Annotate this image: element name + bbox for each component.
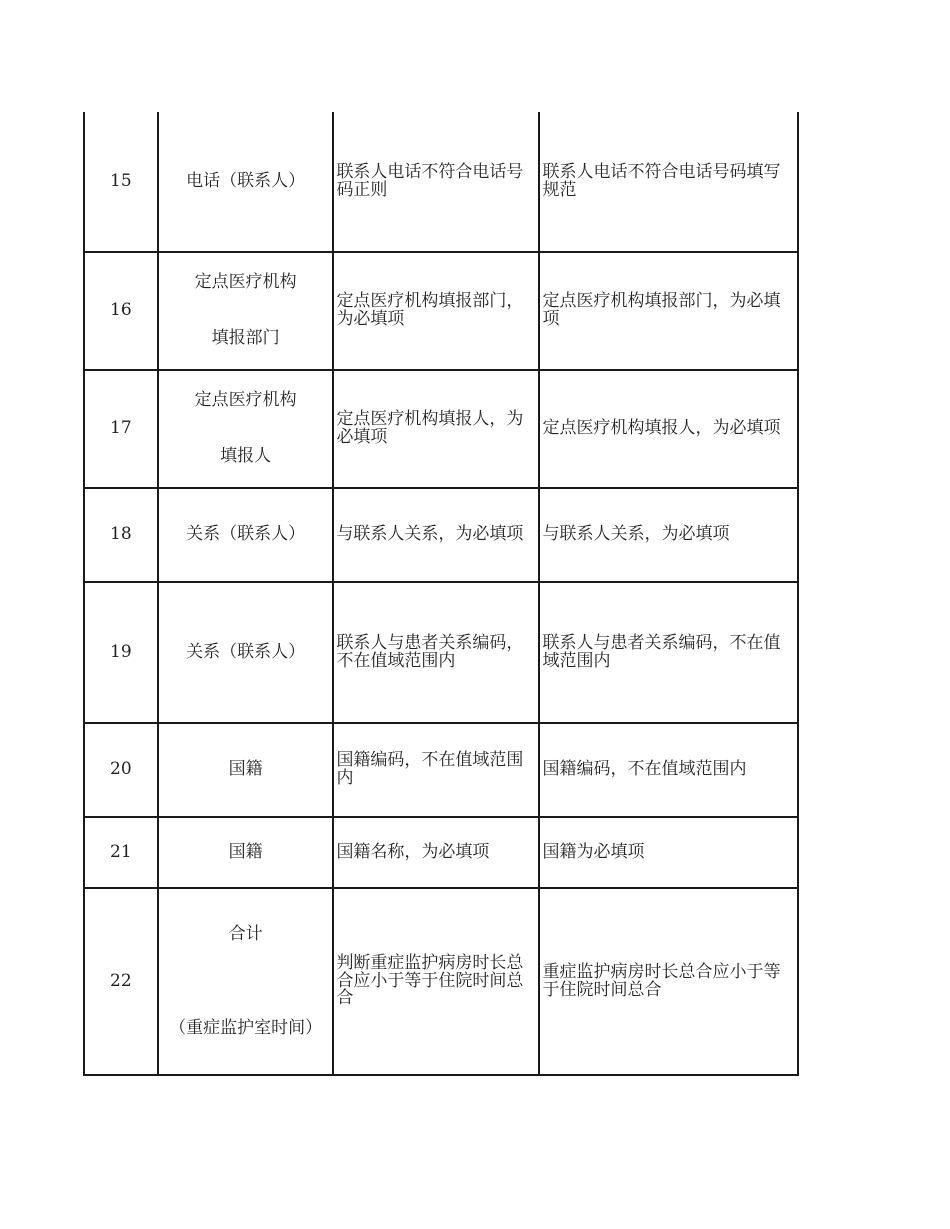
rule-description: 与联系人关系，为必填项 bbox=[333, 488, 539, 582]
row-number: 15 bbox=[84, 112, 158, 252]
rule-description: 定点医疗机构填报部门，为必填项 bbox=[333, 252, 539, 370]
error-message: 联系人电话不符合电话号码填写规范 bbox=[539, 112, 798, 252]
row-number: 19 bbox=[84, 582, 158, 723]
rule-description: 国籍编码，不在值域范围内 bbox=[333, 723, 539, 817]
row-number: 18 bbox=[84, 488, 158, 582]
field-name bbox=[158, 888, 334, 1075]
error-message: 国籍编码，不在值域范围内 bbox=[539, 723, 798, 817]
field-name-line: 关系（联系人） bbox=[186, 641, 306, 662]
error-message: 重症监护病房时长总合应小于等于住院时间总合 bbox=[539, 888, 798, 1075]
rule-description: 国籍名称，为必填项 bbox=[333, 817, 539, 888]
rule-description: 定点医疗机构填报人，为必填项 bbox=[333, 370, 539, 488]
field-name bbox=[158, 723, 334, 817]
validation-rules-table bbox=[83, 112, 799, 1076]
field-name bbox=[158, 488, 334, 582]
table-row bbox=[84, 370, 798, 488]
field-name-line: 定点医疗机构 bbox=[194, 272, 297, 293]
error-message: 联系人与患者关系编码，不在值域范围内 bbox=[539, 582, 798, 723]
field-name-line: 填报部门 bbox=[211, 328, 280, 348]
field-name-line: 合计 bbox=[228, 923, 263, 944]
table-row bbox=[84, 112, 798, 252]
field-name-line: 关系（联系人） bbox=[186, 524, 306, 545]
row-number: 16 bbox=[84, 252, 158, 370]
rule-description: 联系人电话不符合电话号码正则 bbox=[333, 112, 539, 252]
error-message: 国籍为必填项 bbox=[539, 817, 798, 888]
table-row bbox=[84, 888, 798, 1075]
error-message: 与联系人关系，为必填项 bbox=[539, 488, 798, 582]
table-row bbox=[84, 723, 798, 817]
table-row bbox=[84, 252, 798, 370]
field-name-line: 国籍 bbox=[228, 759, 263, 780]
field-name-line: 国籍 bbox=[228, 841, 263, 862]
field-name-line: 定点医疗机构 bbox=[194, 390, 297, 411]
row-number: 22 bbox=[84, 888, 158, 1075]
error-message: 定点医疗机构填报人，为必填项 bbox=[539, 370, 798, 488]
rule-description: 联系人与患者关系编码，不在值域范围内 bbox=[333, 582, 539, 723]
table-row bbox=[84, 817, 798, 888]
row-number: 20 bbox=[84, 723, 158, 817]
field-name bbox=[158, 252, 334, 370]
field-name bbox=[158, 370, 334, 488]
row-number: 21 bbox=[84, 817, 158, 888]
field-name bbox=[158, 112, 334, 252]
table-row bbox=[84, 582, 798, 723]
field-name-line: （重症监护室时间） bbox=[169, 1017, 323, 1038]
field-name-line: 电话（联系人） bbox=[186, 170, 306, 191]
field-name bbox=[158, 817, 334, 888]
field-name-line: 填报人 bbox=[220, 446, 272, 466]
table-row bbox=[84, 488, 798, 582]
row-number: 17 bbox=[84, 370, 158, 488]
error-message: 定点医疗机构填报部门，为必填项 bbox=[539, 252, 798, 370]
rule-description: 判断重症监护病房时长总合应小于等于住院时间总合 bbox=[333, 888, 539, 1075]
field-name bbox=[158, 582, 334, 723]
